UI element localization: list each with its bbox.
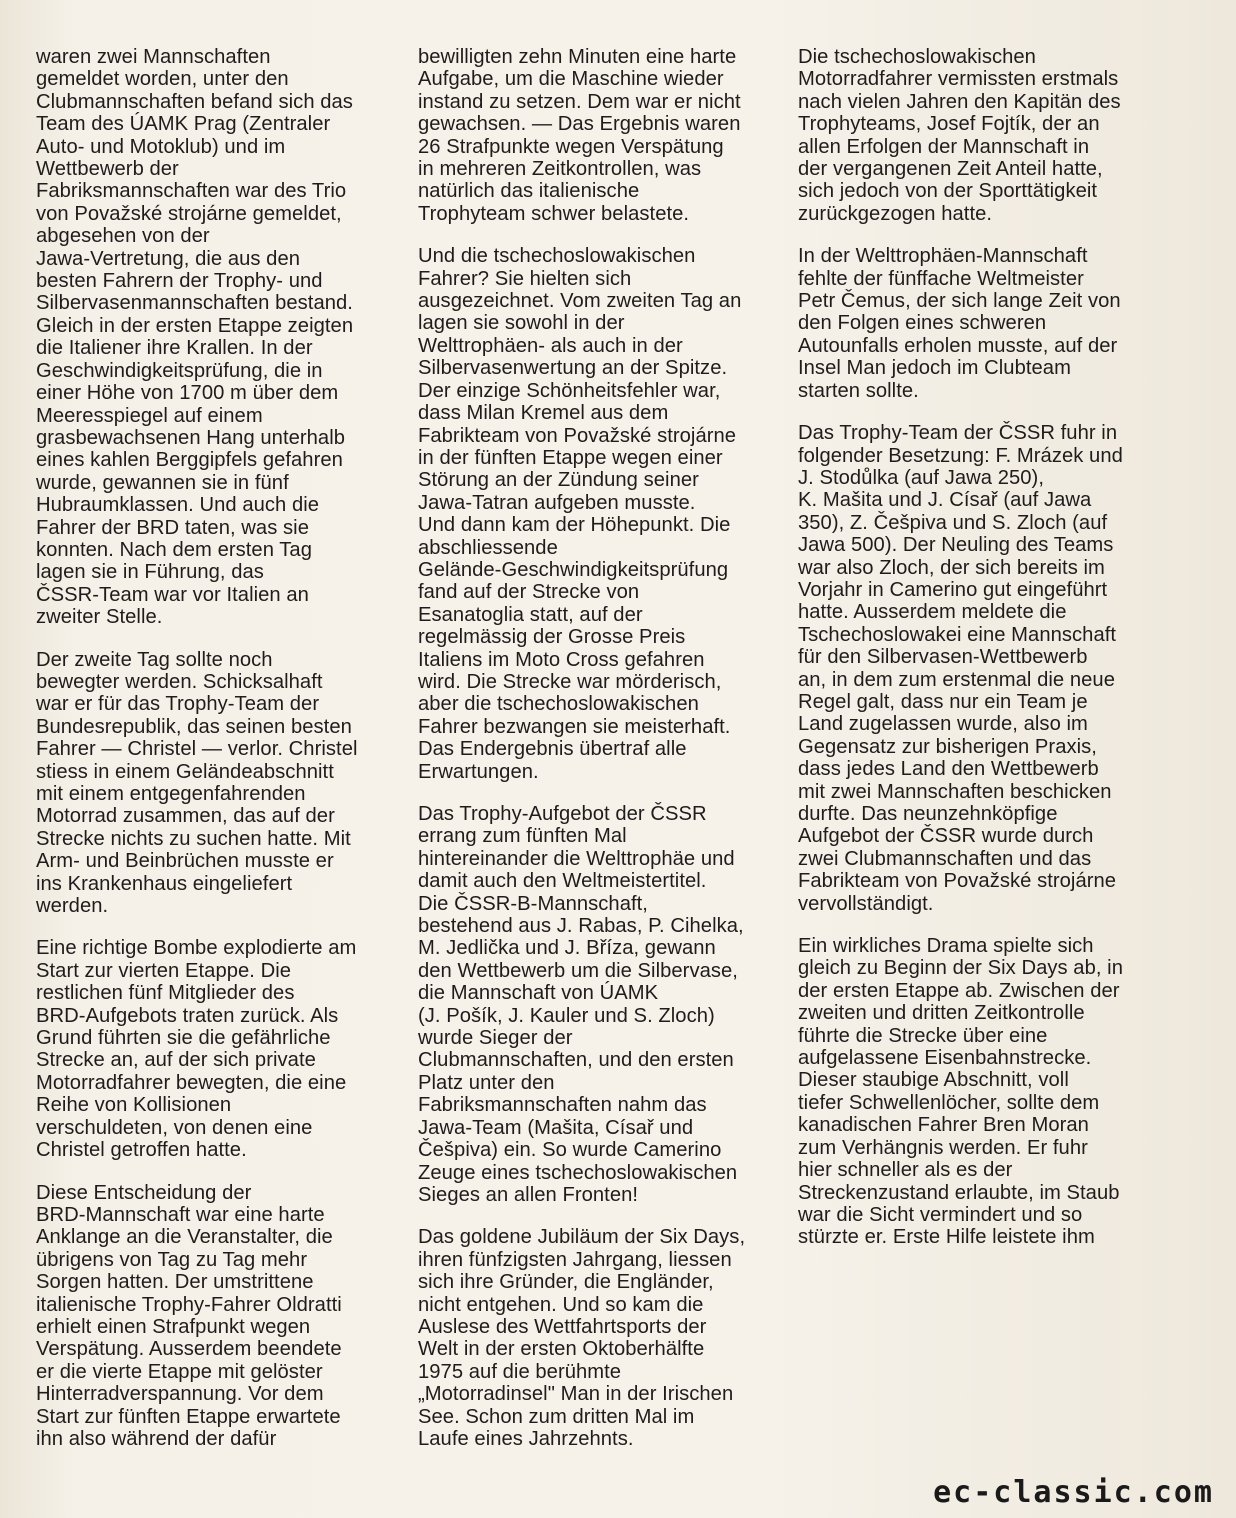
paragraph: Ein wirkliches Drama spielte sich gleich zu Beginn der Six Days ab, in der ersten Etappe ab. Zwischen der zweiten und dritten Zeitkontrolle führte die Strecke über eine aufgelassene Eisenbahnstrecke. Dieser staubige Abschnitt, voll tiefer Schwellenlöcher, sollte dem kanadischen Fahrer Bren Moran zum Verhängnis werden. Er fuhr hier schneller als es der Streckenzustand erlaubte, im Staub war die Sicht vermindert und so stürzte er. Erste Hilfe leistete ihm	[798, 935, 1123, 1249]
paragraph: Eine richtige Bombe explodierte am Start zur vierten Etappe. Die restlichen fünf Mitglieder des BRD-Aufgebots traten zurück. Als Grund führten sie die gefährliche Strecke an, auf der sich private Motorradfahrer bewegten, die eine Reihe von Kollisionen verschuldeten, von denen eine Christel getroffen hatte.	[36, 937, 357, 1162]
text-column-1	[36, 46, 396, 1470]
paragraph: Das Trophy-Team der ČSSR fuhr in folgender Besetzung: F. Mrázek und J. Stodůlka (auf Jawa 250), K. Mašita und J. Císař (auf Jawa 350), Z. Češpiva und S. Zloch (auf Jawa 500). Der Neuling des Teams war also Zloch, der sich bereits im Vorjahr in Camerino gut eingeführt hatte. Ausserdem meldete die Tschechoslowakei eine Mannschaft für den Silbervasen-Wettbewerb an, in dem zum erstenmal die neue Regel galt, dass nur ein Team je Land zugelassen wurde, also im Gegensatz zur bisherigen Praxis, dass jedes Land den Wettbewerb mit zwei Mannschaften beschicken durfte. Das neunzehnköpfige Aufgebot der ČSSR wurde durch zwei Clubmannschaften und das Fabrikteam von Považské strojárne vervollständigt.	[798, 422, 1123, 915]
paragraph: Der zweite Tag sollte noch bewegter werden. Schicksalhaft war er für das Trophy-Team der Bundesrepublik, das seinen besten Fahrer — Christel — verlor. Christel stiess in einem Geländeabschnitt mit einem entgegenfahrenden Motorrad zusammen, das auf der Strecke nichts zu suchen hatte. Mit Arm- und Beinbrüchen musste er ins Krankenhaus eingeliefert werden.	[36, 648, 358, 918]
paragraph: Diese Entscheidung der BRD-Mannschaft war eine harte Anklange an die Veranstalter, die übrigens von Tag zu Tag mehr Sorgen hatten. Der umstrittene italienische Trophy-Fahrer Oldratti erhielt einen Strafpunkt wegen Verspätung. Ausserdem beendete er die vierte Etappe mit gelöster Hinterradverspannung. Vor dem Start zur fünften Etappe erwartete ihn also während der dafür	[36, 1181, 342, 1450]
paragraph: Die tschechoslowakischen Motorradfahrer vermissten erstmals nach vielen Jahren den Kapitän des Trophyteams, Josef Fojtík, der an allen Erfolgen der Mannschaft in der vergangenen Zeit Anteil hatte, sich jedoch von der Sporttätigkeit zurückgezogen hatte.	[798, 46, 1121, 225]
paragraph: Das Trophy-Aufgebot der ČSSR errang zum fünften Mal hintereinander die Welttrophäe und damit auch den Weltmeistertitel. Die ČSSR-B-Mannschaft, bestehend aus J. Rabas, P. Cihelka, M. Jedlička und J. Bříza, gewann den Wettbewerb um die Silbervase, die Mannschaft von ÚAMK (J. Pošík, J. Kauler und S. Zloch) wurde Sieger der Clubmannschaften, und den ersten Platz unter den Fabriksmannschaften nahm das Jawa-Team (Mašita, Císař und Češpiva) ein. So wurde Camerino Zeuge eines tschechoslowakischen Sieges an allen Fronten!	[418, 803, 744, 1206]
paragraph: bewilligten zehn Minuten eine harte Aufgabe, um die Maschine wieder instand zu setzen. Dem war er nicht gewachsen. — Das Ergebnis waren 26 Strafpunkte wegen Verspätung in mehreren Zeitkontrollen, was natürlich das italienische Trophyteam schwer belastete.	[418, 46, 741, 225]
text-column-3	[798, 46, 1170, 1269]
paragraph: Das goldene Jubiläum der Six Days, ihren fünfzigsten Jahrgang, liessen sich ihre Gründer, die Engländer, nicht entgehen. Und so kam die Auslese des Wettfahrtsports der Welt in der ersten Oktoberhälfte 1975 auf die berühmte „Motorradinsel" Man in der Irischen See. Schon zum dritten Mal im Laufe eines Jahrzehnts.	[418, 1226, 746, 1450]
paragraph: waren zwei Mannschaften gemeldet worden, unter den Clubmannschaften befand sich das Team des ÚAMK Prag (Zentraler Auto- und Motoklub) und im Wettbewerb der Fabriksmannschaften war des Trio von Považské strojárne gemeldet, abgesehen von der Jawa-Vertretung, die aus den besten Fahrern der Trophy- und Silbervasenmannschaften bestand. Gleich in der ersten Etappe zeigten die Italiener ihre Krallen. In der Geschwindigkeitsprüfung, die in einer Höhe von 1700 m über dem Meeresspiegel auf einem grasbewachsenen Hang unterhalb eines kahlen Berggipfels gefahren wurde, gewannen sie in fünf Hubraumklassen. Und auch die Fahrer der BRD taten, was sie konnten. Nach dem ersten Tag lagen sie in Führung, das ČSSR-Team war vor Italien an zweiter Stelle.	[36, 46, 354, 629]
text-column-2	[418, 46, 786, 1470]
paragraph: In der Welttrophäen-Mannschaft fehlte der fünffache Weltmeister Petr Čemus, der sich lange Zeit von den Folgen eines schweren Autounfalls erholen musste, auf der Insel Man jedoch im Clubteam starten sollte.	[798, 245, 1121, 402]
watermark: ec-classic.com	[933, 1475, 1214, 1510]
paragraph: Und die tschechoslowakischen Fahrer? Sie hielten sich ausgezeichnet. Vom zweiten Tag an lagen sie sowohl in der Welttrophäen- als auch in der Silbervasenwertung an der Spitze. Der einzige Schönheitsfehler war, dass Milan Kremel aus dem Fabrikteam von Považské strojárne in der fünften Etappe wegen einer Störung an der Zündung seiner Jawa-Tatran aufgeben musste. Und dann kam der Höhepunkt. Die abschliessende Gelände-Geschwindigkeitsprüfung fand auf der Strecke von Esanatoglia statt, auf der regelmässig der Grosse Preis Italiens im Moto Cross gefahren wird. Die Strecke war mörderisch, aber die tschechoslowakischen Fahrer bezwangen sie meisterhaft. Das Endergebnis übertraf alle Erwartungen.	[418, 245, 742, 783]
